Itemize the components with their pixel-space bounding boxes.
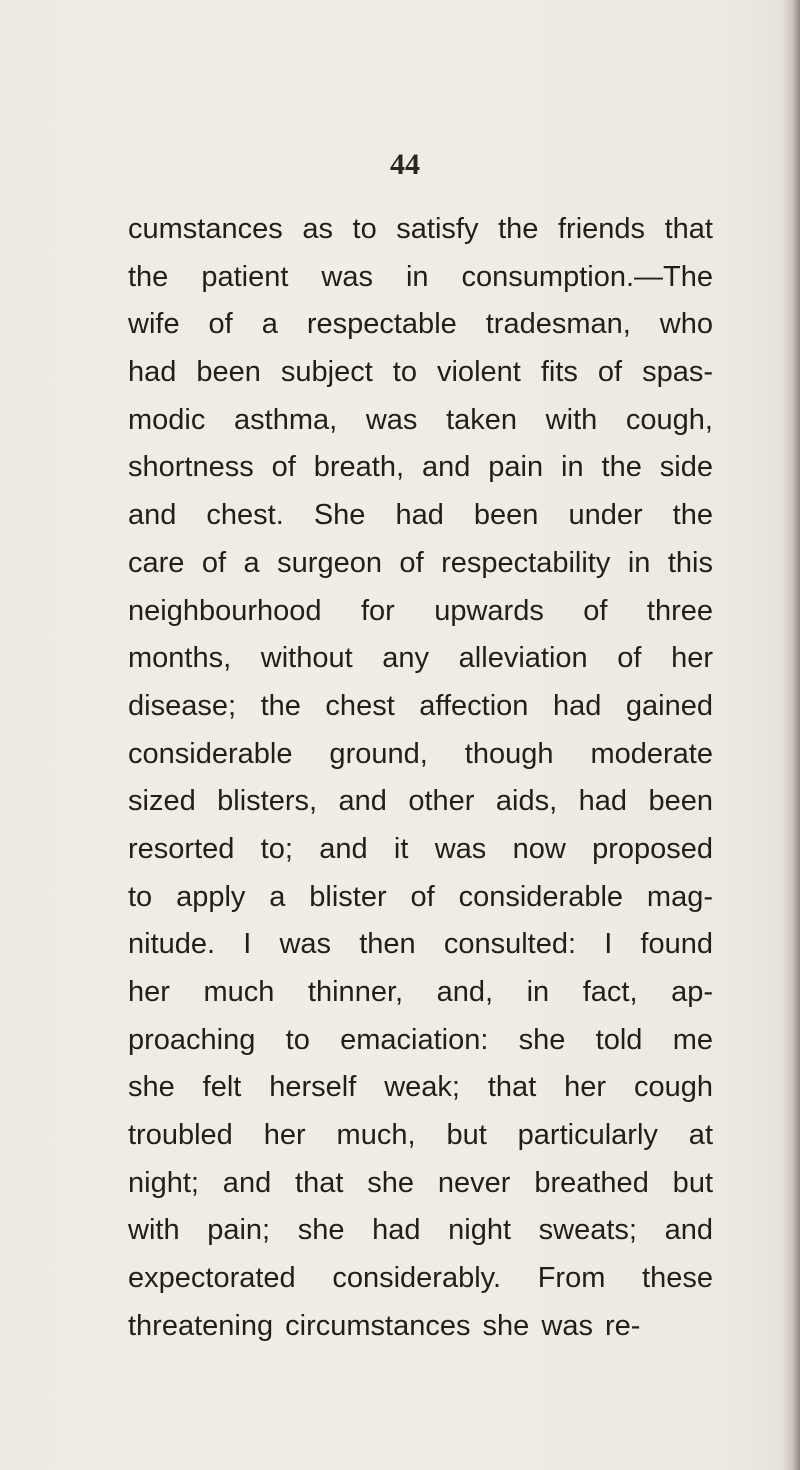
page-number: 44: [390, 148, 420, 181]
text-line: resorted to; and it was now proposed: [128, 832, 713, 865]
text-line: and chest. She had been under the: [128, 499, 713, 532]
page-edge-shadow: [782, 0, 800, 1470]
text-line: neighbourhood for upwards of three: [128, 594, 713, 627]
text-line: troubled her much, but particularly at: [128, 1119, 713, 1152]
text-line: the patient was in consumption.—The: [128, 260, 713, 293]
text-line: with pain; she had night sweats; and: [128, 1214, 713, 1247]
text-line: cumstances as to satisfy the friends that: [128, 213, 713, 245]
text-line: months, without any alleviation of her: [128, 642, 713, 675]
text-line: proaching to emaciation: she told me: [128, 1023, 713, 1056]
text-line: care of a surgeon of respectability in this: [128, 546, 713, 579]
text-line: modic asthma, was taken with cough,: [128, 403, 713, 436]
text-line: night; and that she never breathed but: [128, 1166, 713, 1199]
text-line: she felt herself weak; that her cough: [128, 1071, 713, 1104]
text-line: sized blisters, and other aids, had been: [128, 785, 713, 818]
text-line: shortness of breath, and pain in the side: [128, 451, 713, 484]
text-line: threatening circumstances she was re-: [128, 1309, 641, 1342]
text-line: her much thinner, and, in fact, ap-: [128, 976, 713, 1008]
text-line: considerable ground, though moderate: [128, 737, 713, 770]
text-line: had been subject to violent fits of spas-: [128, 356, 713, 389]
text-line: wife of a respectable tradesman, who: [128, 308, 713, 341]
text-line: nitude. I was then consulted: I found: [128, 928, 713, 961]
text-line: to apply a blister of considerable mag-: [128, 880, 713, 913]
text-line: disease; the chest affection had gained: [128, 689, 713, 722]
body-text: [128, 206, 713, 1351]
text-line: expectorated considerably. From these: [128, 1262, 713, 1295]
